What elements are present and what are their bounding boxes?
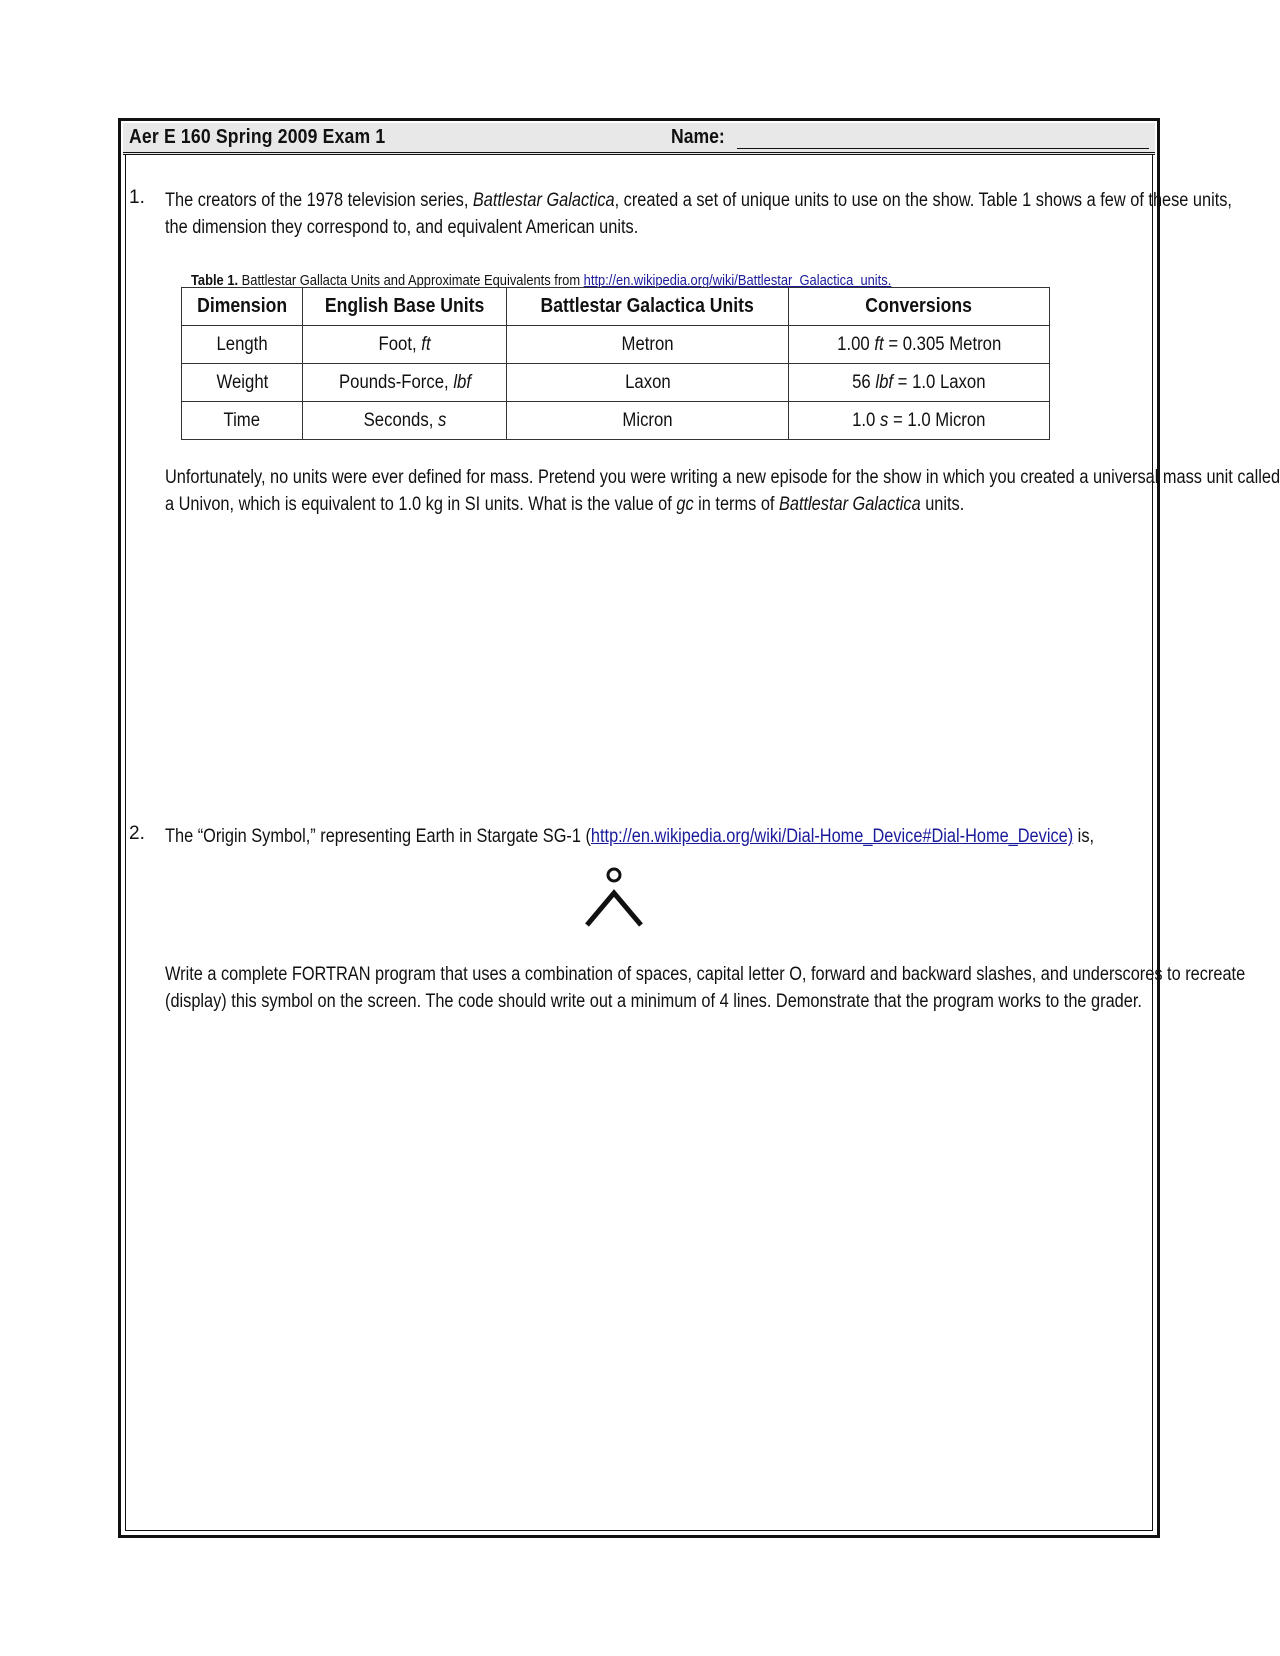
header-dimension: Dimension <box>182 288 303 326</box>
q2-intro-text-2: is, <box>1073 826 1095 847</box>
name-input-line[interactable] <box>737 148 1149 149</box>
cell-english: Foot, ft <box>303 326 507 364</box>
header-english-units: English Base Units <box>303 288 507 326</box>
q2-intro-text-1: The “Origin Symbol,” representing Earth in Stargate SG-1 ( <box>165 826 591 847</box>
q1-para-text-2: in terms of <box>693 494 779 515</box>
question-1-intro <box>165 187 1250 241</box>
header-conversions: Conversions <box>789 288 1050 326</box>
q1-para-italic: Battlestar Galactica <box>778 494 921 515</box>
q1-para-text-1: Unfortunately, no units were ever defined for mass. Pretend you were writing a new episode for the show in which you created a universal mass unit called a Univon, which is equivalent to 1.0 kg in SI units. What is the value of <box>165 467 1280 515</box>
cell-bsg: Laxon <box>507 364 789 402</box>
exam-title: Aer E 160 Spring 2009 Exam 1 <box>129 126 386 148</box>
exam-header <box>123 123 1155 155</box>
table-row <box>182 364 1050 402</box>
q1-gc-symbol: gc <box>676 494 694 515</box>
q1-intro-text-1: The creators of the 1978 television series, <box>165 190 473 211</box>
cell-conversion: 1.0 s = 1.0 Micron <box>789 402 1050 440</box>
cell-dimension: Length <box>182 326 303 364</box>
table-caption-label: Table 1. <box>191 272 239 289</box>
cell-dimension: Time <box>182 402 303 440</box>
table-caption-text: Battlestar Gallacta Units and Approximate Equivalents from <box>238 272 584 289</box>
cell-english: Pounds-Force, lbf <box>303 364 507 402</box>
question-1-number: 1. <box>129 187 145 208</box>
cell-conversion: 56 lbf = 1.0 Laxon <box>789 364 1050 402</box>
q2-para-text: Write a complete FORTRAN program that uses a combination of spaces, capital letter O, forward and backward slashes, and underscores to recreate (display) this symbol on the screen. The code should write out a minimum of 4 lines. Demonstrate that the program works to the grader. <box>165 964 1246 1012</box>
name-label: Name: <box>671 126 725 148</box>
units-table <box>181 287 1050 440</box>
cell-english: Seconds, s <box>303 402 507 440</box>
units-table-header-row <box>182 288 1050 326</box>
header-bsg-units: Battlestar Galactica Units <box>507 288 789 326</box>
table-caption-link[interactable]: http://en.wikipedia.org/wiki/Battlestar_Galactica_units. <box>583 272 892 289</box>
q2-wiki-link[interactable]: http://en.wikipedia.org/wiki/Dial-Home_Device#Dial-Home_Device) <box>590 826 1074 847</box>
q1-intro-italic: Battlestar Galactica <box>472 190 615 211</box>
q1-para-text-3: units. <box>920 494 965 515</box>
cell-bsg: Metron <box>507 326 789 364</box>
origin-symbol-icon <box>581 863 647 934</box>
cell-bsg: Micron <box>507 402 789 440</box>
cell-dimension: Weight <box>182 364 303 402</box>
question-2-number: 2. <box>129 823 145 844</box>
question-1-paragraph <box>165 464 1280 518</box>
page-frame <box>118 118 1280 1538</box>
table-row <box>182 326 1050 364</box>
cell-conversion: 1.00 ft = 0.305 Metron <box>789 326 1050 364</box>
table-row <box>182 402 1050 440</box>
q1-intro-text-2: , created a set of unique units to use on the show. Table 1 shows a few of these units, the dimension they correspond to, and equivalent American units. <box>165 190 1232 238</box>
question-2-intro <box>165 823 1245 850</box>
question-2-paragraph <box>165 961 1280 1015</box>
